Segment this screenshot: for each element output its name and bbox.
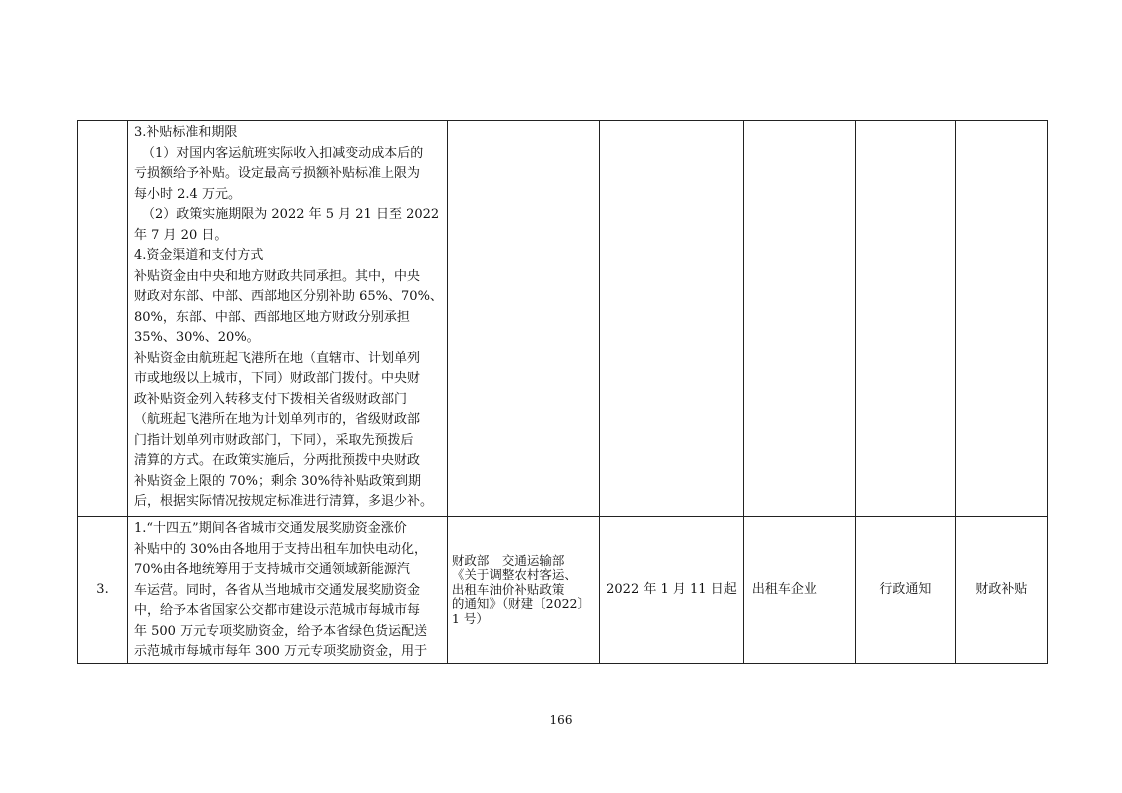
content-line: 示范城市每城市每年 300 万元专项奖励资金，用于 [134,644,428,659]
category-cell: 财政补贴 [955,517,1047,664]
content-line: 亏损额给予补贴。设定最高亏损额补贴标准上限为 [134,166,421,181]
category-cell [955,121,1047,517]
content-line: 门指计划单列市财政部门，下同），采取先预拨后 [134,432,414,448]
policy-content [128,517,447,663]
date-cell: 2022 年 1 月 11 日起 [599,517,743,664]
content-line: 1.“十四五”期间各省城市交通发展奖励资金涨价 [134,521,407,536]
target-cell [743,121,855,517]
content-line: 每小时 2.4 万元。 [134,186,241,202]
content-line: 清算的方式。在政策实施后，分两批预拨中央财政 [134,453,421,468]
document-cell [447,517,599,664]
policy-content [128,121,447,513]
content-line: （航班起飞港所在地为计划单列市的，省级财政部 [134,412,421,427]
content-line: 市或地级以上城市，下同）财政部门拨付。中央财 [134,371,421,386]
content-line: （2）政策实施期限为 2022 年 5 月 21 日至 2022 [142,207,440,222]
form-cell: 行政通知 [855,517,955,664]
content-line: 政补贴资金列入转移支付下拨相关省级财政部门 [134,391,408,407]
document-line: 《关于调整农村客运、 [451,568,577,583]
content-line: 补贴资金上限的 70%；剩余 30%待补贴政策到期 [134,473,422,489]
policy-table [77,120,1048,664]
row-number-cell [78,121,128,517]
content-line: 补贴资金由中央和地方财政共同承担。其中，中央 [134,268,421,284]
document-cell [447,121,599,517]
content-line: 70%由各地统筹用于支持城市交通领域新能源汽 [134,562,410,577]
document-line: 1 号） [451,611,489,626]
content-line: 中，给予本省国家公交都市建设示范城市每城市每 [134,603,421,618]
content-line: 80%，东部、中部、西部地区地方财政分别承担 [134,309,410,325]
content-line: （1）对国内客运航班实际收入扣减变动成本后的 [142,145,424,161]
document-line: 的通知》（财建〔2022〕 [451,597,590,612]
row-number-cell: 3. [78,517,128,664]
content-line: 3.补贴标准和期限 [134,125,238,140]
content-line: 年 7 月 20 日。 [134,227,228,243]
document-line: 出租车油价补贴政策 [451,582,565,597]
page-number: 166 [549,713,573,727]
content-line: 后，根据实际情况按规定标准进行清算，多退少补。 [134,494,434,509]
table-row [78,121,1048,517]
document-line: 财政部 交通运输部 [451,553,565,568]
form-cell [855,121,955,517]
table-row [78,517,1048,664]
policy-content-cell [128,121,448,517]
policy-content-cell [128,517,448,664]
content-line: 车运营。同时，各省从当地城市交通发展奖励资金 [134,582,421,598]
target-cell: 出租车企业 [743,517,855,664]
content-line: 财政对东部、中部、西部地区分别补助 65%、70%、 [134,289,443,304]
content-line: 4.资金渠道和支付方式 [134,248,264,263]
date-cell [599,121,743,517]
content-line: 35%、30%、20%。 [134,330,260,345]
content-line: 补贴中的 30%由各地用于支持出租车加快电动化， [134,541,428,557]
content-line: 年 500 万元专项奖励资金，给予本省绿色货运配送 [134,623,428,639]
content-line: 补贴资金由航班起飞港所在地（直辖市、计划单列 [134,350,421,366]
